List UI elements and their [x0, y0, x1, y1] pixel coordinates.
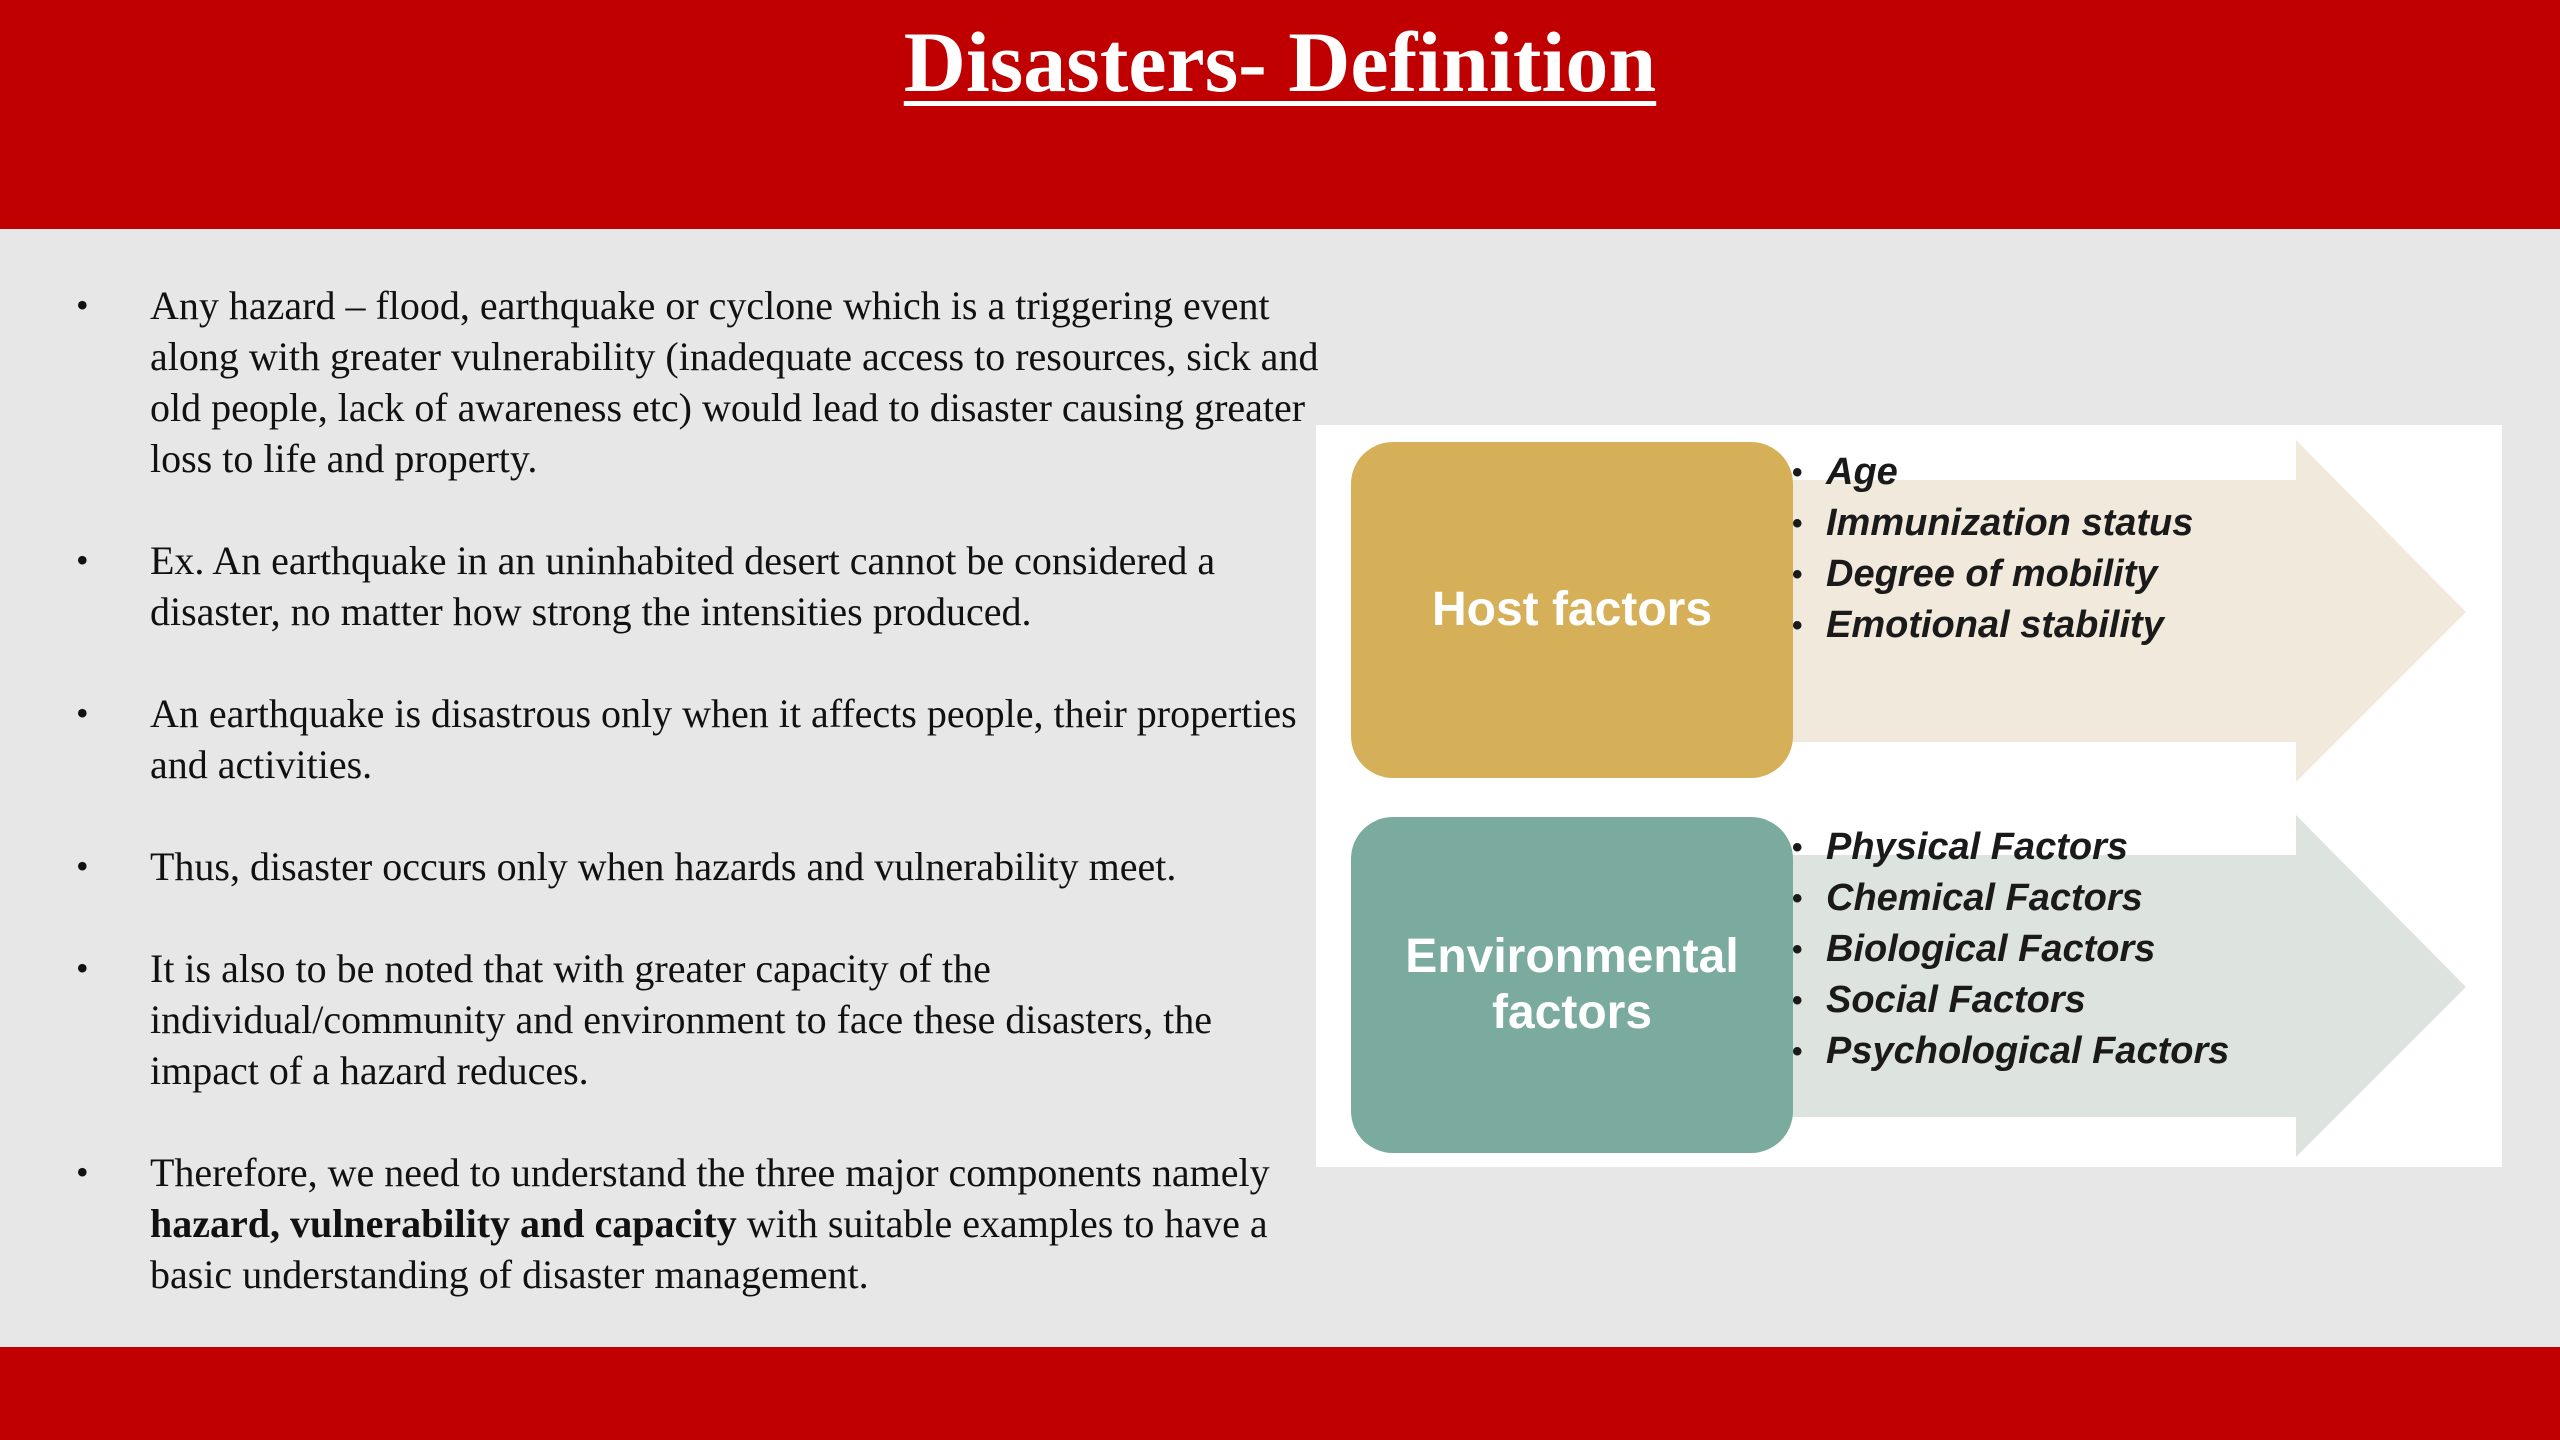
bullet-text: It is also to be noted that with greater capacity of the individual/community and environment to face these disasters, the impact of a hazard reduces. [150, 946, 1212, 1093]
bullet-text: An earthquake is disastrous only when it affects people, their properties and activities. [150, 691, 1297, 787]
environmental-factor-item: • Social Factors [1792, 975, 2229, 1026]
bullet-icon: • [76, 1152, 89, 1192]
bullet-item [70, 943, 1320, 1096]
environmental-factor-item: • Physical Factors [1792, 822, 2229, 873]
host-factor-item: • Emotional stability [1792, 600, 2193, 651]
bullet-icon: • [76, 693, 89, 733]
environmental-factors-list [1792, 822, 2229, 1077]
environmental-factors-label-line2: factors [1491, 986, 1653, 1039]
header-bar [0, 0, 2560, 229]
host-factor-item: • Age [1792, 447, 2193, 498]
bullet-item [70, 280, 1320, 484]
environmental-factors-box [1351, 817, 1793, 1153]
environmental-factor-item: • Biological Factors [1792, 924, 2229, 975]
bullet-text: Any hazard – flood, earthquake or cyclone which is a triggering event along with greater vulnerability (inadequate access to resources, sick and old people, lack of awareness etc) would lead to disaster causing greater loss to life and property. [150, 283, 1319, 481]
host-factor-item: • Immunization status [1792, 498, 2193, 549]
host-factors-list [1792, 447, 2193, 651]
bullet-list [70, 280, 1320, 1300]
slide-title: Disasters- Definition [903, 14, 1657, 110]
bullet-text: Ex. An earthquake in an uninhabited desert cannot be considered a disaster, no matter how strong the intensities produced. [150, 538, 1216, 634]
environmental-factor-item: • Psychological Factors [1792, 1026, 2229, 1077]
bullet-text-after: with suitable examples to have a basic understanding of disaster management. [150, 1201, 1268, 1297]
bullet-icon: • [76, 540, 89, 580]
bullet-item [70, 1147, 1320, 1300]
host-factors-label: Host factors [1431, 583, 1713, 636]
bullet-text-before: Therefore, we need to understand the three major components namely [150, 1150, 1270, 1195]
bullet-item [70, 688, 1320, 790]
environmental-factors-label-line1: Environmental [1405, 930, 1739, 983]
host-factor-item: • Degree of mobility [1792, 549, 2193, 600]
bullet-text-bold: hazard, vulnerability and capacity [150, 1201, 737, 1246]
footer-bar [0, 1347, 2560, 1440]
factors-diagram [1316, 425, 2502, 1167]
bullet-text: Thus, disaster occurs only when hazards and vulnerability meet. [150, 844, 1177, 889]
environmental-factor-item: • Chemical Factors [1792, 873, 2229, 924]
host-factors-box [1351, 442, 1793, 778]
bullet-icon: • [76, 285, 89, 325]
bullet-item [70, 535, 1320, 637]
bullet-icon: • [76, 948, 89, 988]
bullet-icon: • [76, 846, 89, 886]
bullet-item [70, 841, 1320, 892]
